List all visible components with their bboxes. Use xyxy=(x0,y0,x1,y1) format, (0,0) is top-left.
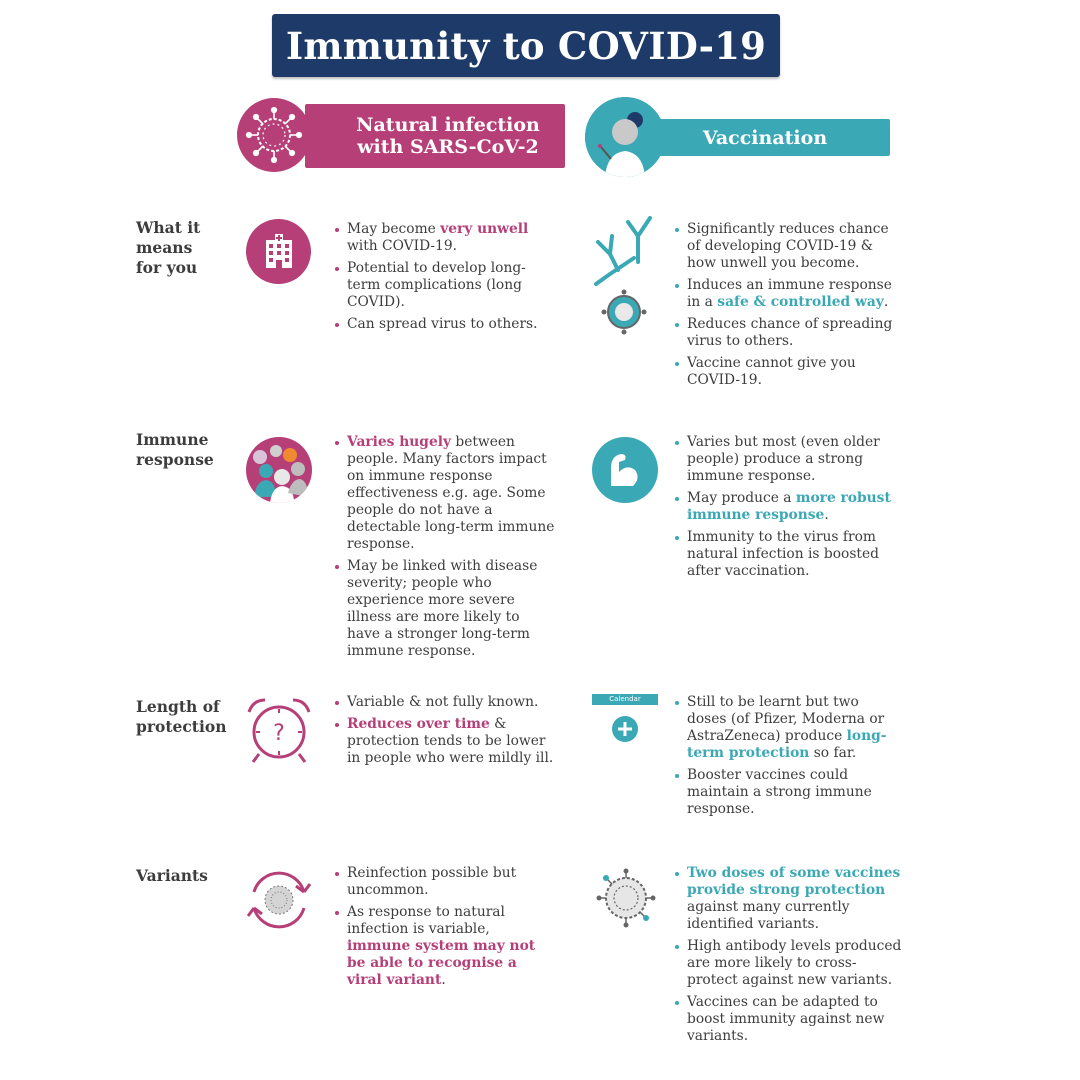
list-item: Significantly reduces chance of developing COVID-19 & how unwell you become. xyxy=(674,221,902,272)
immune-vaccine-list xyxy=(674,434,902,585)
list-item: Can spread virus to others. xyxy=(334,316,556,333)
length-vaccine-list xyxy=(674,694,902,823)
variant-virus-icon xyxy=(592,866,660,930)
vaccination-title: Vaccination xyxy=(702,126,828,149)
list-item: Reinfection possible but uncommon. xyxy=(334,865,556,899)
page-title: Immunity to COVID-19 xyxy=(285,23,767,68)
meaning-vaccine-list xyxy=(674,221,902,394)
list-item: Reduces chance of spreading virus to others. xyxy=(674,316,902,350)
list-item: Booster vaccines could maintain a strong immune response. xyxy=(674,767,902,818)
list-item: Varies hugely between people. Many factors impact on immune response effectiveness e.g. age. Some people do not have a detectable long-term immune response. xyxy=(334,434,556,553)
natural-title-line2: with SARS-CoV-2 xyxy=(357,136,539,158)
variants-natural-list xyxy=(334,865,556,994)
vaccination-header xyxy=(640,119,890,156)
natural-infection-header xyxy=(305,104,565,168)
list-item: Variable & not fully known. xyxy=(334,694,556,711)
title-banner xyxy=(272,14,780,77)
list-item: Reduces over time & protection tends to be lower in people who were mildly ill. xyxy=(334,716,556,767)
length-natural-list xyxy=(334,694,556,772)
list-item: Vaccine cannot give you COVID-19. xyxy=(674,355,902,389)
list-item: Potential to develop long-term complications (long COVID). xyxy=(334,260,556,311)
row-label-meaning: What it means for you xyxy=(136,218,201,277)
plus-icon xyxy=(612,716,638,742)
row-label-immune: Immune response xyxy=(136,430,214,469)
list-item: May become very unwell with COVID-19. xyxy=(334,221,556,255)
vaccinated-person-icon xyxy=(585,97,665,177)
virus-icon xyxy=(237,98,311,172)
svg-text:?: ? xyxy=(273,721,285,746)
people-group-icon xyxy=(246,437,312,503)
list-item: As response to natural infection is variable, immune system may not be able to recognise a viral variant. xyxy=(334,904,556,989)
variants-vaccine-list xyxy=(674,865,902,1050)
flexed-arm-icon xyxy=(592,437,658,503)
list-item: Vaccines can be adapted to boost immunity against new variants. xyxy=(674,994,902,1045)
list-item: Immunity to the virus from natural infection is boosted after vaccination. xyxy=(674,529,902,580)
reinfection-cycle-icon xyxy=(242,866,316,934)
calendar-label: Calendar xyxy=(592,694,658,705)
immune-natural-list xyxy=(334,434,556,665)
list-item: May be linked with disease severity; people who experience more severe illness are more likely to have a stronger long-term immune response. xyxy=(334,558,556,660)
alarm-clock-question-icon xyxy=(243,694,315,766)
list-item: Two doses of some vaccines provide strong protection against many currently identified variants. xyxy=(674,865,902,933)
antibody-virus-icon xyxy=(590,214,662,336)
hospital-icon xyxy=(246,219,311,284)
list-item: Still to be learnt but two doses (of Pfizer, Moderna or AstraZeneca) produce long-term protection so far. xyxy=(674,694,902,762)
natural-title-line1: Natural infection xyxy=(356,114,540,136)
list-item: May produce a more robust immune response. xyxy=(674,490,902,524)
list-item: Induces an immune response in a safe & controlled way. xyxy=(674,277,902,311)
row-label-length: Length of protection xyxy=(136,697,227,736)
list-item: High antibody levels produced are more likely to cross-protect against new variants. xyxy=(674,938,902,989)
list-item: Varies but most (even older people) produce a strong immune response. xyxy=(674,434,902,485)
row-label-variants: Variants xyxy=(136,866,208,885)
meaning-natural-list xyxy=(334,221,556,338)
calendar-plus-icon xyxy=(592,694,658,750)
